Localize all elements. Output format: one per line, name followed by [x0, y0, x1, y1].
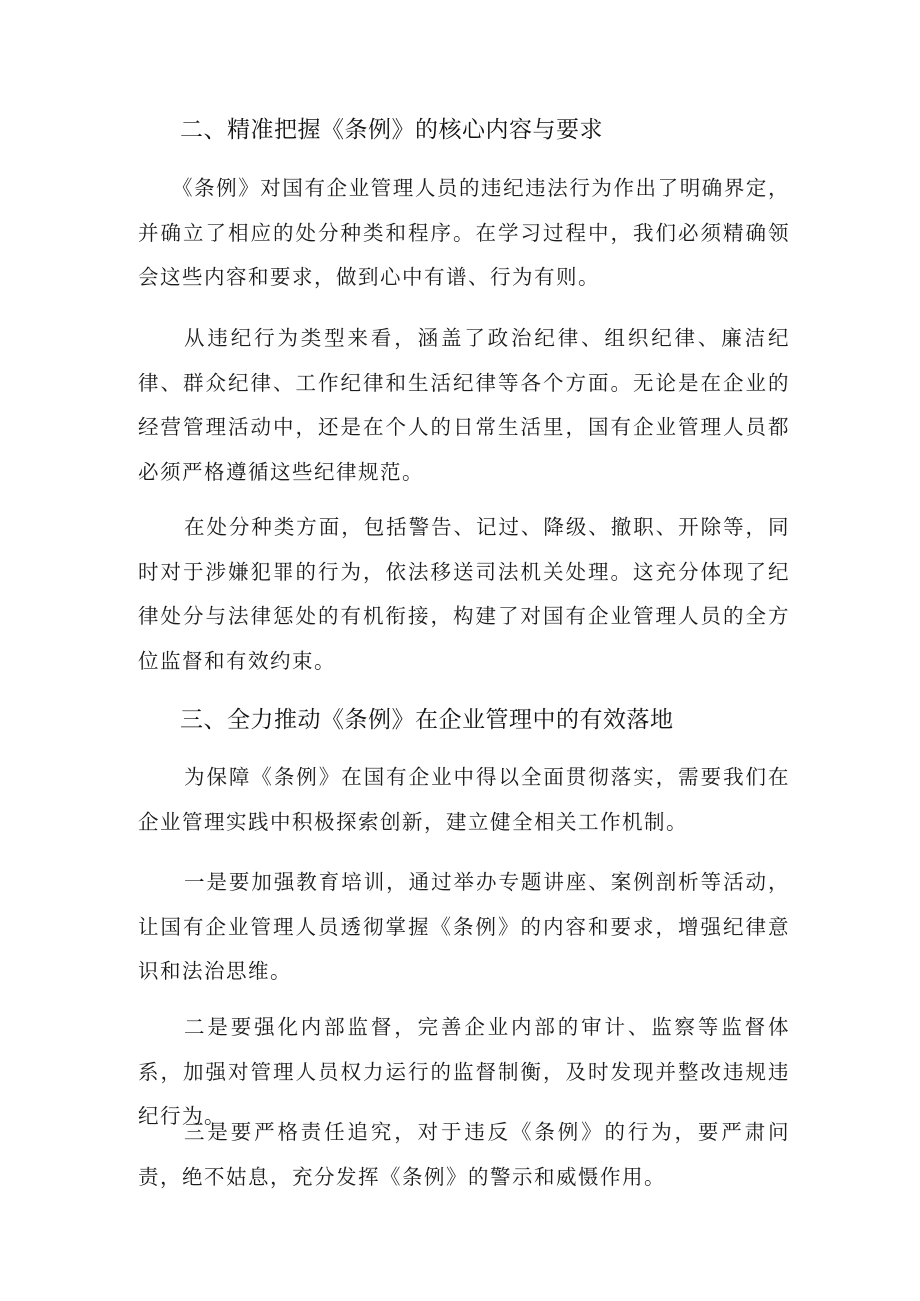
paragraph: 《条例》对国有企业管理人员的违纪违法行为作出了明确界定，并确立了相应的处分种类和程序。在学习过程中，我们必须精确领会这些内容和要求，做到心中有谱、行为有则。	[138, 176, 790, 289]
paragraph: 二是要强化内部监督，完善企业内部的审计、监察等监督体系，加强对管理人员权力运行的监督制衡，及时发现并整改违规违纪行为。	[138, 1015, 790, 1128]
section-heading: 三、全力推动《条例》在企业管理中的有效落地	[180, 707, 674, 733]
paragraph: 为保障《条例》在国有企业中得以全面贯彻落实，需要我们在企业管理实践中积极探索创新，建立健全相关工作机制。	[138, 765, 790, 834]
paragraph: 从违纪行为类型来看，涵盖了政治纪律、组织纪律、廉洁纪律、群众纪律、工作纪律和生活纪律等各个方面。无论是在企业的经营管理活动中，还是在个人的日常生活里，国有企业管理人员都必须严格遵循这些纪律规范。	[138, 326, 790, 484]
paragraph: 一是要加强教育培训，通过举办专题讲座、案例剖析等活动，让国有企业管理人员透彻掌握《条例》的内容和要求，增强纪律意识和法治思维。	[138, 870, 790, 983]
paragraph: 在处分种类方面，包括警告、记过、降级、撤职、开除等，同时对于涉嫌犯罪的行为，依法移送司法机关处理。这充分体现了纪律处分与法律惩处的有机衔接，构建了对国有企业管理人员的全方位监督和有效约束。	[138, 515, 790, 673]
paragraph: 三是要严格责任追究，对于违反《条例》的行为，要严肃问责，绝不姑息，充分发挥《条例》的警示和威慑作用。	[138, 1120, 790, 1189]
section-heading: 二、精准把握《条例》的核心内容与要求	[180, 117, 603, 143]
